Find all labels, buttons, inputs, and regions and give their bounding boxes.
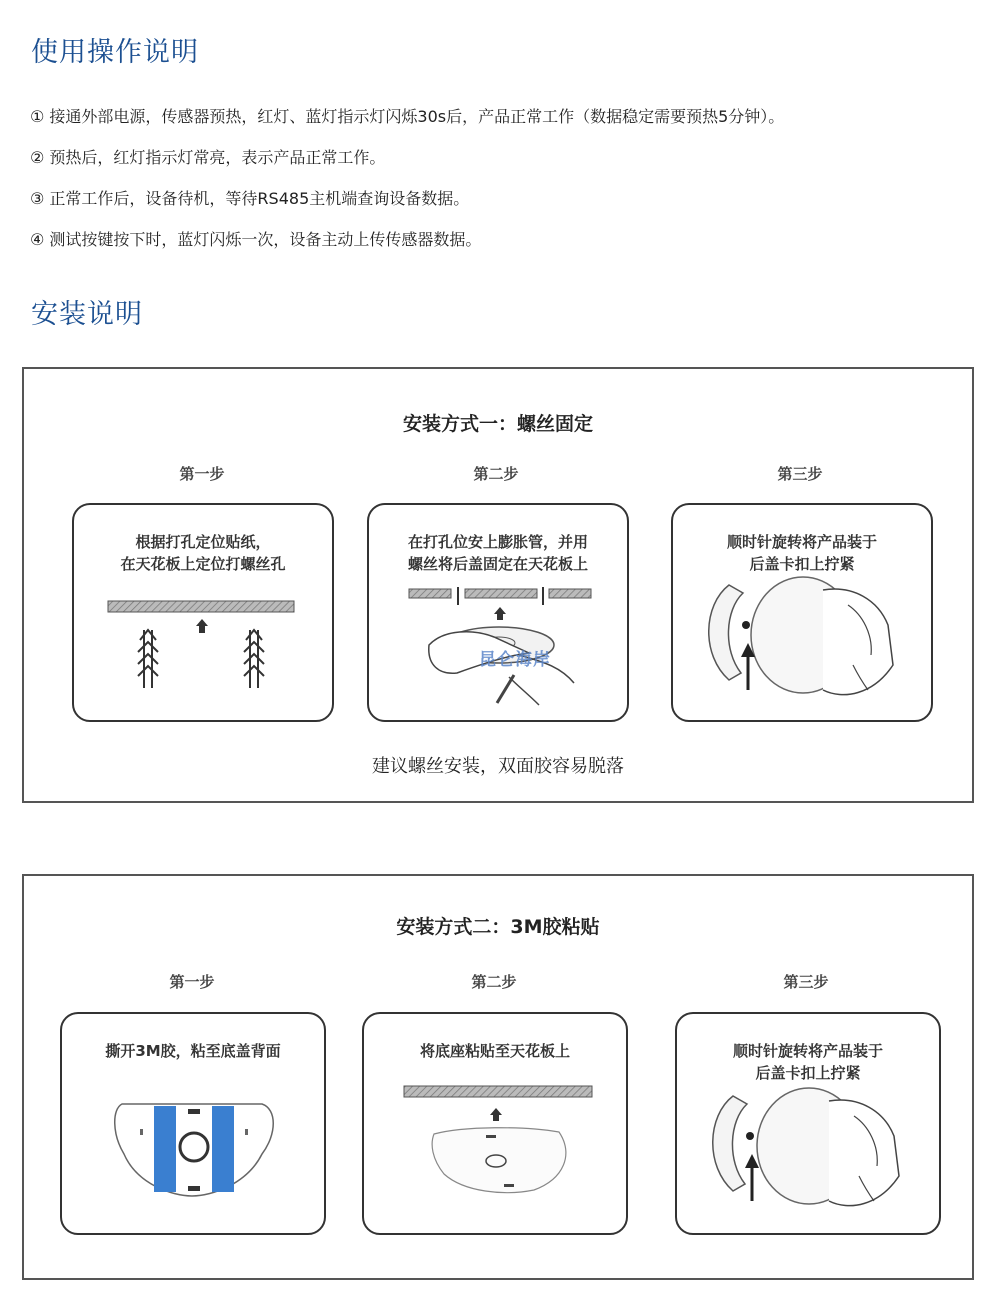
method-1-step-3-text: 顺时针旋转将产品装于 后盖卡扣上拧紧 — [726, 533, 877, 573]
method-1-step-2-label: 第二步 — [473, 465, 519, 483]
stick-base-illustration — [364, 1014, 628, 1235]
method-2-step-2-card — [362, 1012, 628, 1235]
operation-line-1: ① 接通外部电源，传感器预热，红灯、蓝灯指示灯闪烁30s后，产品正常工作（数据稳定需要预热5分钟）。 — [30, 107, 785, 126]
method-2-step-3-label: 第三步 — [783, 973, 829, 991]
method-1-step-1-card — [72, 503, 334, 722]
operation-line-4: ④ 测试按键按下时，蓝灯闪烁一次，设备主动上传传感器数据。 — [30, 230, 482, 249]
method-2-step-1-card — [60, 1012, 326, 1235]
install-method-2-panel — [22, 874, 974, 1280]
tape-base-illustration — [62, 1014, 326, 1235]
method-2-step-3-card — [675, 1012, 941, 1235]
install-method-1-panel — [22, 367, 974, 803]
method-2-step-3-text: 顺时针旋转将产品装于 后盖卡扣上拧紧 — [732, 1042, 883, 1082]
rotate-device-illustration-2 — [677, 1014, 941, 1235]
method-2-step-2-label: 第二步 — [471, 973, 517, 991]
operation-line-3: ③ 正常工作后，设备待机，等待RS485主机端查询设备数据。 — [30, 189, 470, 208]
method-1-step-1-label: 第一步 — [179, 465, 225, 483]
operation-line-2: ② 预热后，红灯指示灯常亮，表示产品正常工作。 — [30, 148, 386, 167]
install-title: 安装说明 — [31, 299, 143, 330]
screw-base-illustration — [369, 505, 629, 722]
method-1-note: 建议螺丝安装，双面胶容易脱落 — [372, 756, 624, 777]
method-1-step-3-card — [671, 503, 933, 722]
method-2-step-1-label: 第一步 — [169, 973, 215, 991]
operation-title: 使用操作说明 — [31, 37, 199, 68]
method-2-step-2-text: 将底座粘贴至天花板上 — [419, 1042, 570, 1060]
method-1-step-3-label: 第三步 — [777, 465, 823, 483]
rotate-device-illustration — [673, 505, 933, 722]
method-1-step-2-text: 在打孔位安上膨胀管，并用 螺丝将后盖固定在天花板上 — [407, 533, 588, 573]
method-1-title: 安装方式一：螺丝固定 — [402, 413, 593, 435]
method-2-title: 安装方式二：3M胶粘贴 — [396, 916, 600, 938]
method-1-step-1-text: 根据打孔定位贴纸， 在天花板上定位打螺丝孔 — [120, 533, 286, 573]
method-1-step-2-card — [367, 503, 629, 722]
method-2-step-1-text: 撕开3M胶，粘至底盖背面 — [105, 1042, 281, 1060]
brand-watermark: 昆仑海岸 — [479, 650, 551, 670]
ceiling-drill-illustration — [74, 505, 334, 722]
